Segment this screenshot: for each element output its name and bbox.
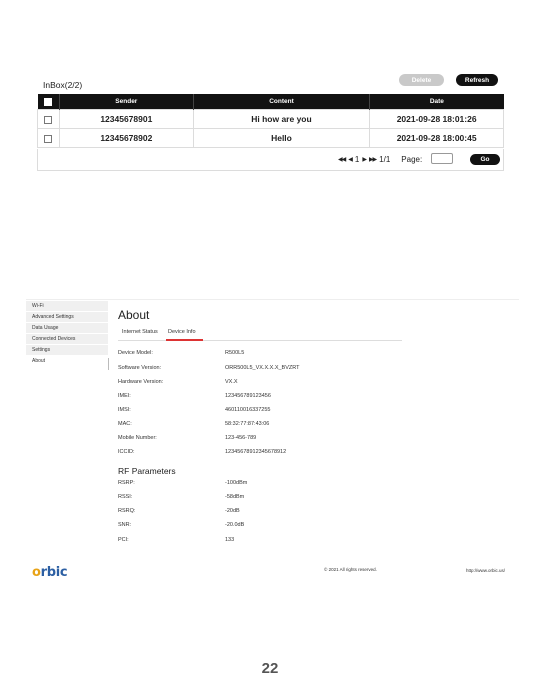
select-all-cell — [38, 94, 60, 110]
tab-bar — [118, 327, 402, 341]
row-select-cell — [38, 129, 60, 148]
sidebar-item-data-usage[interactable]: Data Usage — [26, 323, 108, 334]
copyright-text: © 2021 All rights reserved. — [324, 567, 377, 572]
select-all-checkbox[interactable] — [44, 98, 52, 106]
sidebar-item-wifi[interactable]: Wi-Fi — [26, 301, 108, 312]
mac-value: 58:32:77:87:43:06 — [225, 421, 270, 427]
page-number: 22 — [261, 660, 279, 677]
hardware-version-label: Hardware Version: — [118, 379, 164, 385]
row-checkbox[interactable] — [44, 135, 52, 143]
pager — [338, 155, 422, 164]
iccid-label: ICCID: — [118, 449, 135, 455]
prev-page-icon[interactable]: ◀ — [348, 157, 352, 163]
last-page-icon[interactable]: ▶▶ — [368, 157, 377, 163]
delete-button[interactable]: Delete — [399, 74, 444, 86]
sender-cell: 12345678902 — [59, 129, 193, 148]
rsrp-label: RSRP: — [118, 480, 135, 486]
table-row[interactable] — [38, 129, 504, 148]
hardware-version-value: VX.X — [225, 379, 238, 385]
row-select-cell — [38, 110, 60, 129]
column-header-content: Content — [193, 94, 370, 110]
content-cell: Hello — [193, 129, 370, 148]
imei-label: IMEI: — [118, 393, 131, 399]
go-button[interactable]: Go — [470, 154, 500, 165]
device-model-value: R500L5 — [225, 350, 245, 356]
software-version-value: ORR500L5_VX.X.X.X_BVZRT — [225, 365, 300, 371]
rf-parameters-heading: RF Parameters — [118, 466, 176, 476]
page-count: 1/1 — [379, 155, 391, 164]
sidebar-active-divider — [108, 358, 109, 370]
rsrq-value: -20dB — [225, 508, 240, 514]
pci-label: PCI: — [118, 537, 129, 543]
website-link[interactable]: http://www.orbic.us/ — [466, 568, 506, 573]
sidebar — [26, 301, 108, 367]
iccid-value: 12345678912345678912 — [225, 449, 287, 455]
rsrp-value: -100dBm — [225, 480, 248, 486]
pci-value: 133 — [225, 537, 235, 543]
row-checkbox[interactable] — [44, 116, 52, 124]
mac-label: MAC: — [118, 421, 132, 427]
snr-label: SNR: — [118, 522, 132, 528]
mobile-number-label: Mobile Number: — [118, 435, 157, 441]
imsi-label: IMSI: — [118, 407, 131, 413]
date-cell: 2021-09-28 18:01:26 — [370, 110, 504, 129]
active-tab-indicator — [166, 339, 203, 341]
orbic-logo — [32, 565, 67, 580]
refresh-button[interactable]: Refresh — [456, 74, 498, 86]
tab-device-info[interactable]: Device Info — [168, 329, 196, 335]
inbox-table — [37, 94, 504, 148]
sidebar-item-settings[interactable]: Settings — [26, 345, 108, 356]
imei-value: 123456789123456 — [225, 393, 271, 399]
rssi-label: RSSI: — [118, 494, 133, 500]
current-page-number[interactable]: 1 — [354, 155, 360, 164]
page-number-input[interactable] — [431, 153, 453, 164]
rsrq-label: RSRQ: — [118, 508, 136, 514]
inbox-title: InBox(2/2) — [43, 80, 83, 90]
logo-o-letter: o — [32, 565, 41, 580]
device-model-label: Device Model: — [118, 350, 153, 356]
column-header-sender: Sender — [59, 94, 193, 110]
sender-cell: 12345678901 — [59, 110, 193, 129]
column-header-date: Date — [370, 94, 504, 110]
sidebar-item-about[interactable]: About — [26, 356, 108, 367]
rssi-value: -58dBm — [225, 494, 245, 500]
sidebar-item-connected-devices[interactable]: Connected Devices — [26, 334, 108, 345]
tab-internet-status[interactable]: Internet Status — [122, 329, 158, 335]
software-version-label: Software Version: — [118, 365, 162, 371]
page-label: Page: — [401, 155, 423, 164]
table-row[interactable] — [38, 110, 504, 129]
snr-value: -20.0dB — [225, 522, 245, 528]
imsi-value: 460110016337255 — [225, 407, 271, 413]
mobile-number-value: 123-456-789 — [225, 435, 257, 441]
table-header-row — [38, 94, 504, 110]
next-page-icon[interactable]: ▶ — [362, 157, 366, 163]
first-page-icon[interactable]: ◀◀ — [338, 157, 346, 163]
sidebar-item-advanced-settings[interactable]: Advanced Settings — [26, 312, 108, 323]
date-cell: 2021-09-28 18:00:45 — [370, 129, 504, 148]
logo-text: rbic — [40, 565, 68, 580]
page-title: About — [118, 308, 150, 322]
content-cell: Hi how are you — [193, 110, 370, 129]
